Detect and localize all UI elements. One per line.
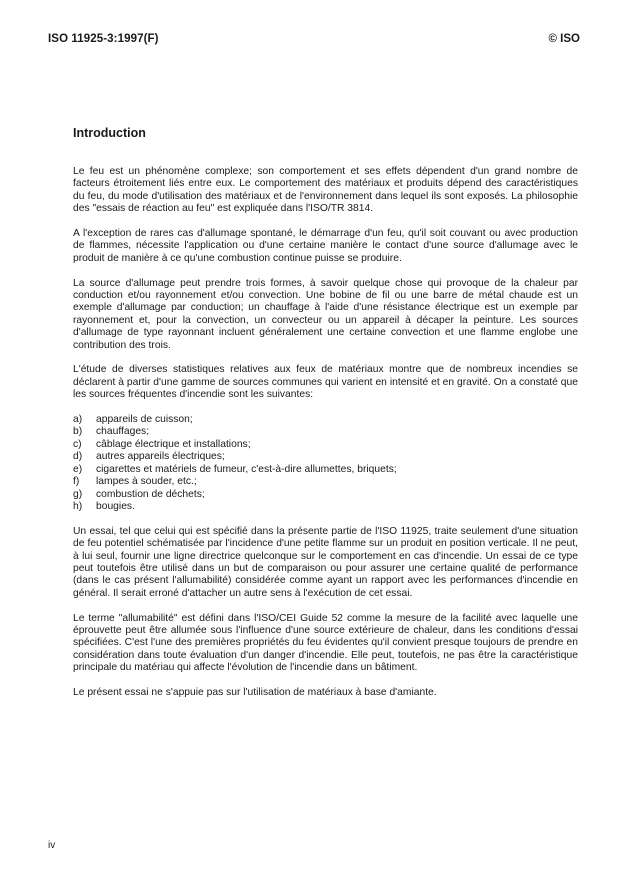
list-item-text: autres appareils électriques; [96, 451, 225, 463]
list-item-text: combustion de déchets; [96, 488, 205, 500]
list-item [73, 414, 578, 426]
paragraph: L'étude de diverses statistiques relatives aux feux de matériaux montre que de nombreux incendies se déclarent à partir d'une gamme de sources communes qui varient en intensité et en gravité. On a constaté que les sources fréquentes d'incendie sont les suivantes: [73, 364, 578, 401]
list-marker: a) [73, 414, 83, 426]
paragraph: Le présent essai ne s'appuie pas sur l'utilisation de matériaux à base d'amiante. [73, 686, 437, 698]
list-item-text: appareils de cuisson; [96, 414, 193, 426]
list-item-text: bougies. [96, 500, 135, 512]
list-item-text: câblage électrique et installations; [96, 438, 251, 450]
list-item [73, 501, 578, 513]
section-title: Introduction [73, 126, 146, 140]
list-marker: d) [73, 451, 83, 463]
paragraph: A l'exception de rares cas d'allumage spontané, le démarrage d'un feu, qu'il soit couvant ou avec production de flammes, nécessite l'application ou d'une certaine manière le contact d'une source d'allumage avec le produit de manière à ce qu'une combustion continue puisse se produire. [73, 228, 578, 264]
list-item-text: lampes à souder, etc.; [96, 476, 197, 488]
paragraph: La source d'allumage peut prendre trois formes, à savoir quelque chose qui provoque de la chaleur par conduction et/ou rayonnement et/ou convection. Une bobine de fil ou une barre de métal chaude est un exemple d'allumage par conduction; un chauffage à l'aide d'une résistance électrique est un exemple par rayonnement et, pour la convection, un convecteur ou un appareil à décaper la peinture. Les sources d'allumage de type rayonnant incluent généralement une certaine convection et une flamme englobe une contribution des trois. [73, 277, 578, 351]
list-item [73, 451, 578, 463]
list-marker: g) [73, 488, 83, 500]
list-item [73, 464, 578, 476]
list-item-text: cigarettes et matériels de fumeur, c'est-à-dire allumettes, briquets; [96, 463, 397, 475]
list-marker: f) [73, 476, 80, 488]
list-item [73, 426, 578, 438]
list-item [73, 489, 578, 501]
document-standard-number: ISO 11925-3:1997(F) [48, 33, 159, 45]
copyright-notice: © ISO [548, 33, 580, 45]
page-number: iv [48, 840, 56, 851]
list-marker: h) [73, 500, 83, 512]
paragraph: Un essai, tel que celui qui est spécifié dans la présente partie de l'ISO 11925, traite seulement d'une situation de feu potentiel schématisée par l'incidence d'une petite flamme sur un produit en position verticale. Il ne peut, à lui seul, fournir une ligne directrice quelconque sur le comportement en cas d'incendie. Un essai de ce type peut toutefois être utilisé dans un but de comparaison ou pour assurer une certaine qualité de performance (dans le cas présent l'allumabilité) considérée comme ayant un rapport avec les performances d'incendie en général. Il serait erroné d'attacher un autre sens à l'exécution de cet essai. [73, 525, 578, 599]
paragraph: Le feu est un phénomène complexe; son comportement et ses effets dépendent d'un grand nombre de facteurs étroitement liés entre eux. Le comportement des matériaux et produits dépend des caractéristiques du feu, du mode d'utilisation des matériaux et de l'environnement dans lequel ils sont exposés. La philosophie des "essais de réaction au feu" est expliquée dans l'ISO/TR 3814. [73, 166, 578, 215]
paragraph: Le terme "allumabilité" est défini dans l'ISO/CEI Guide 52 comme la mesure de la facilité avec laquelle une éprouvette peut être allumée sous l'influence d'une source extérieure de chaleur, dans les conditions d'essai spécifiées. C'est l'une des premières propriétés du feu évidentes qu'il convient presque toujours de prendre en considération dans toute évaluation d'un danger d'incendie. Elle peut, toutefois, ne pas être la caractéristique principale du matériau qui affecte l'évolution de l'incendie dans un bâtiment. [73, 612, 578, 674]
list-item [73, 476, 578, 488]
list-marker: c) [73, 438, 82, 450]
list-marker: e) [73, 463, 83, 475]
list-item-text: chauffages; [96, 426, 150, 438]
list-marker: b) [73, 426, 83, 438]
list-item [73, 439, 578, 451]
document-body [73, 166, 578, 712]
ignition-sources-list [73, 414, 578, 513]
